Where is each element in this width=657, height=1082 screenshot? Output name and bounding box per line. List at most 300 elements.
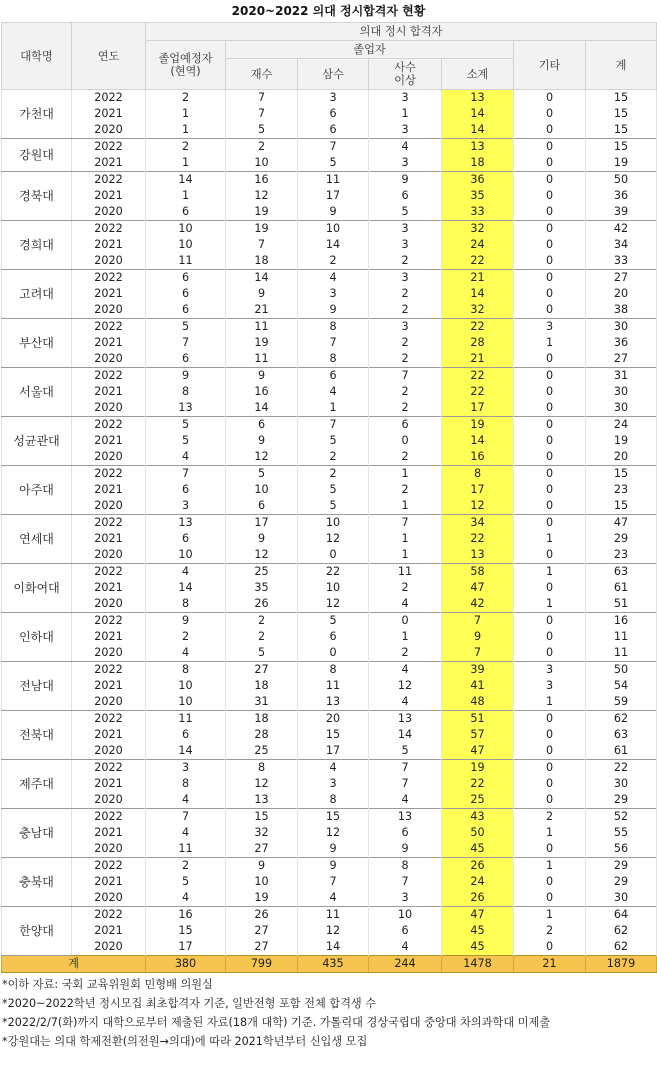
year-cell: 2020 [72,645,146,662]
year-cell: 2021 [72,629,146,645]
repeat2-cell: 6 [298,368,369,385]
year-cell: 2021 [72,825,146,841]
other-cell: 2 [514,923,586,939]
subtotal-cell: 14 [442,433,514,449]
other-cell: 0 [514,286,586,302]
year-cell: 2021 [72,384,146,400]
repeat1-cell: 19 [226,221,298,238]
repeat3plus-cell: 2 [369,580,442,596]
repeat3plus-cell: 2 [369,335,442,351]
year-cell: 2021 [72,335,146,351]
repeat1-cell: 12 [226,449,298,466]
university-name: 아주대 [2,466,72,515]
total-cell: 29 [586,531,657,547]
repeat3plus-cell: 1 [369,106,442,122]
total-cell: 34 [586,237,657,253]
year-cell: 2020 [72,743,146,760]
total-cell: 15 [586,106,657,122]
year-cell: 2022 [72,515,146,532]
other-cell: 0 [514,368,586,385]
repeat1-cell: 27 [226,939,298,956]
repeat2-cell: 7 [298,335,369,351]
table-row [2,678,657,694]
total-cell: 52 [586,809,657,826]
subtotal-cell: 47 [442,580,514,596]
subtotal-cell: 12 [442,498,514,515]
repeat1-cell: 28 [226,727,298,743]
repeat3plus-cell: 13 [369,809,442,826]
table-row [2,515,657,532]
year-cell: 2020 [72,596,146,613]
subtotal-cell: 24 [442,874,514,890]
current-cell: 6 [146,531,226,547]
repeat1-cell: 5 [226,645,298,662]
table-row [2,841,657,858]
subtotal-cell: 17 [442,400,514,417]
current-cell: 3 [146,498,226,515]
repeat2-cell: 12 [298,923,369,939]
table-row [2,106,657,122]
university-name: 전남대 [2,662,72,711]
repeat3plus-cell: 5 [369,743,442,760]
repeat3plus-cell: 6 [369,825,442,841]
other-cell: 0 [514,515,586,532]
repeat1-cell: 2 [226,613,298,630]
repeat3plus-cell: 2 [369,286,442,302]
repeat1-cell: 7 [226,90,298,107]
table-row [2,302,657,319]
university-name: 경희대 [2,221,72,270]
other-cell: 0 [514,417,586,434]
year-cell: 2022 [72,564,146,581]
other-cell: 0 [514,384,586,400]
table-row [2,711,657,728]
repeat3plus-cell: 0 [369,433,442,449]
repeat2-cell: 15 [298,809,369,826]
university-name: 경북대 [2,172,72,221]
year-cell: 2021 [72,580,146,596]
repeat2-cell: 8 [298,351,369,368]
year-cell: 2021 [72,727,146,743]
subtotal-cell: 13 [442,90,514,107]
year-cell: 2020 [72,939,146,956]
table-row [2,270,657,287]
footnote: *2022/2/7(화)까지 대학으로부터 제출된 자료(18개 대학) 기준. 가톨릭대 경상국립대 중앙대 차의과학대 미제출 [2,1016,551,1029]
subtotal-cell: 42 [442,596,514,613]
repeat2-cell: 22 [298,564,369,581]
other-cell: 0 [514,792,586,809]
year-cell: 2022 [72,417,146,434]
subtotal-cell: 33 [442,204,514,221]
current-cell: 6 [146,286,226,302]
other-cell: 0 [514,711,586,728]
repeat3plus-cell: 13 [369,711,442,728]
repeat3plus-cell: 1 [369,531,442,547]
repeat3plus-cell: 1 [369,498,442,515]
repeat3plus-cell: 6 [369,923,442,939]
table-row [2,188,657,204]
repeat2-cell: 11 [298,172,369,189]
table-row [2,629,657,645]
year-cell: 2020 [72,449,146,466]
total-repeat2: 435 [298,956,369,973]
header-repeat3plus: 사수 이상 [369,59,442,90]
repeat1-cell: 11 [226,319,298,336]
repeat1-cell: 19 [226,890,298,907]
repeat2-cell: 4 [298,270,369,287]
subtotal-cell: 7 [442,613,514,630]
subtotal-cell: 22 [442,776,514,792]
table-row [2,858,657,875]
total-cell: 19 [586,155,657,172]
header-other: 기타 [514,41,586,90]
table-row [2,286,657,302]
subtotal-cell: 9 [442,629,514,645]
total-cell: 36 [586,335,657,351]
table-row [2,613,657,630]
repeat1-cell: 27 [226,662,298,679]
table-row [2,890,657,907]
header-graduates: 졸업자 [226,41,514,59]
current-cell: 7 [146,809,226,826]
repeat1-cell: 5 [226,122,298,139]
subtotal-cell: 22 [442,368,514,385]
year-cell: 2021 [72,286,146,302]
other-cell: 0 [514,841,586,858]
subtotal-cell: 19 [442,417,514,434]
total-cell: 39 [586,204,657,221]
subtotal-cell: 48 [442,694,514,711]
repeat3plus-cell: 2 [369,482,442,498]
other-cell: 0 [514,351,586,368]
other-cell: 0 [514,645,586,662]
current-cell: 9 [146,613,226,630]
other-cell: 0 [514,188,586,204]
subtotal-cell: 14 [442,106,514,122]
current-cell: 15 [146,923,226,939]
repeat3plus-cell: 1 [369,547,442,564]
repeat1-cell: 25 [226,564,298,581]
table-row [2,498,657,515]
subtotal-cell: 22 [442,384,514,400]
repeat1-cell: 11 [226,351,298,368]
total-subtotal: 1478 [442,956,514,973]
subtotal-cell: 35 [442,188,514,204]
total-cell: 20 [586,449,657,466]
year-cell: 2020 [72,253,146,270]
current-cell: 2 [146,90,226,107]
year-cell: 2020 [72,890,146,907]
total-row [2,956,657,973]
repeat2-cell: 12 [298,531,369,547]
current-cell: 5 [146,417,226,434]
other-cell: 0 [514,776,586,792]
repeat1-cell: 6 [226,417,298,434]
repeat1-cell: 2 [226,629,298,645]
repeat2-cell: 7 [298,874,369,890]
subtotal-cell: 34 [442,515,514,532]
total-cell: 62 [586,711,657,728]
other-cell: 0 [514,302,586,319]
table-row [2,139,657,156]
repeat1-cell: 15 [226,809,298,826]
table-row [2,907,657,924]
current-cell: 11 [146,253,226,270]
repeat1-cell: 10 [226,482,298,498]
repeat2-cell: 0 [298,547,369,564]
table-row [2,237,657,253]
repeat1-cell: 12 [226,547,298,564]
other-cell: 0 [514,221,586,238]
other-cell: 0 [514,172,586,189]
total-cell: 64 [586,907,657,924]
subtotal-cell: 13 [442,139,514,156]
subtotal-cell: 22 [442,253,514,270]
repeat3plus-cell: 4 [369,939,442,956]
repeat1-cell: 25 [226,743,298,760]
year-cell: 2020 [72,400,146,417]
current-cell: 6 [146,482,226,498]
repeat3plus-cell: 3 [369,90,442,107]
current-cell: 5 [146,874,226,890]
repeat2-cell: 4 [298,760,369,777]
other-cell: 0 [514,122,586,139]
year-cell: 2022 [72,907,146,924]
current-cell: 7 [146,466,226,483]
current-cell: 8 [146,384,226,400]
table-row [2,368,657,385]
repeat2-cell: 20 [298,711,369,728]
current-cell: 4 [146,890,226,907]
university-name: 인하대 [2,613,72,662]
subtotal-cell: 19 [442,760,514,777]
table-row [2,596,657,613]
repeat1-cell: 10 [226,874,298,890]
current-cell: 13 [146,400,226,417]
total-cell: 15 [586,90,657,107]
total-cell: 15 [586,498,657,515]
total-cell: 30 [586,890,657,907]
current-cell: 13 [146,515,226,532]
total-cell: 22 [586,760,657,777]
repeat3plus-cell: 2 [369,400,442,417]
repeat1-cell: 12 [226,776,298,792]
total-current: 380 [146,956,226,973]
repeat1-cell: 17 [226,515,298,532]
year-cell: 2021 [72,678,146,694]
year-cell: 2022 [72,319,146,336]
other-cell: 0 [514,743,586,760]
repeat3plus-cell: 1 [369,466,442,483]
repeat2-cell: 10 [298,221,369,238]
university-name: 한양대 [2,907,72,956]
other-cell: 0 [514,400,586,417]
year-cell: 2022 [72,613,146,630]
subtotal-cell: 25 [442,792,514,809]
footnotes [0,975,657,1051]
repeat1-cell: 27 [226,841,298,858]
subtotal-cell: 32 [442,302,514,319]
current-cell: 1 [146,155,226,172]
other-cell: 0 [514,433,586,449]
repeat1-cell: 9 [226,858,298,875]
current-cell: 4 [146,449,226,466]
other-cell: 0 [514,449,586,466]
repeat1-cell: 16 [226,384,298,400]
other-cell: 1 [514,907,586,924]
subtotal-cell: 45 [442,939,514,956]
total-cell: 63 [586,727,657,743]
university-name: 연세대 [2,515,72,564]
table-row [2,172,657,189]
other-cell: 0 [514,890,586,907]
repeat3plus-cell: 1 [369,629,442,645]
repeat2-cell: 10 [298,580,369,596]
repeat3plus-cell: 9 [369,841,442,858]
subtotal-cell: 21 [442,270,514,287]
other-cell: 0 [514,482,586,498]
table-row [2,760,657,777]
other-cell: 0 [514,204,586,221]
repeat3plus-cell: 4 [369,139,442,156]
total-cell: 63 [586,564,657,581]
table-row [2,645,657,662]
current-cell: 6 [146,727,226,743]
repeat2-cell: 6 [298,106,369,122]
table-row [2,662,657,679]
table-row [2,335,657,351]
university-name: 충북대 [2,858,72,907]
subtotal-cell: 24 [442,237,514,253]
other-cell: 1 [514,564,586,581]
table-row [2,564,657,581]
total-cell: 23 [586,482,657,498]
header-total: 계 [586,41,657,90]
university-name: 고려대 [2,270,72,319]
subtotal-cell: 7 [442,645,514,662]
total-cell: 29 [586,874,657,890]
total-repeat3plus: 244 [369,956,442,973]
header-year: 연도 [72,23,146,90]
year-cell: 2020 [72,792,146,809]
year-cell: 2022 [72,90,146,107]
repeat3plus-cell: 2 [369,384,442,400]
university-name: 강원대 [2,139,72,172]
year-cell: 2021 [72,923,146,939]
total-cell: 55 [586,825,657,841]
year-cell: 2022 [72,270,146,287]
repeat2-cell: 14 [298,939,369,956]
table-row [2,939,657,956]
table-row [2,694,657,711]
year-cell: 2021 [72,188,146,204]
repeat3plus-cell: 6 [369,417,442,434]
repeat1-cell: 6 [226,498,298,515]
table-row [2,874,657,890]
other-cell: 1 [514,825,586,841]
other-cell: 0 [514,547,586,564]
total-cell: 61 [586,580,657,596]
table-row [2,580,657,596]
university-name: 전북대 [2,711,72,760]
repeat1-cell: 16 [226,172,298,189]
current-cell: 2 [146,139,226,156]
footnote: *2020~2022학년 정시모집 최초합격자 기준, 일반전형 포함 전체 합격생 수 [2,997,377,1010]
current-cell: 8 [146,662,226,679]
other-cell: 1 [514,531,586,547]
repeat1-cell: 7 [226,237,298,253]
total-cell: 19 [586,433,657,449]
repeat2-cell: 9 [298,302,369,319]
repeat2-cell: 17 [298,743,369,760]
repeat2-cell: 5 [298,613,369,630]
repeat2-cell: 9 [298,841,369,858]
repeat3plus-cell: 10 [369,907,442,924]
repeat3plus-cell: 7 [369,515,442,532]
repeat1-cell: 26 [226,907,298,924]
repeat2-cell: 9 [298,204,369,221]
total-cell: 11 [586,645,657,662]
table-row [2,400,657,417]
total-cell: 30 [586,384,657,400]
repeat3plus-cell: 7 [369,760,442,777]
total-cell: 15 [586,466,657,483]
total-cell: 47 [586,515,657,532]
repeat2-cell: 5 [298,155,369,172]
table-row [2,221,657,238]
header-repeat2: 삼수 [298,59,369,90]
repeat3plus-cell: 3 [369,890,442,907]
repeat1-cell: 9 [226,531,298,547]
other-cell: 0 [514,253,586,270]
repeat1-cell: 31 [226,694,298,711]
other-cell: 0 [514,727,586,743]
header-repeat1: 재수 [226,59,298,90]
year-cell: 2020 [72,204,146,221]
year-cell: 2020 [72,351,146,368]
total-label: 계 [2,956,146,973]
repeat1-cell: 12 [226,188,298,204]
current-cell: 17 [146,939,226,956]
repeat2-cell: 5 [298,433,369,449]
subtotal-cell: 16 [442,449,514,466]
table-row [2,482,657,498]
repeat3plus-cell: 2 [369,253,442,270]
repeat3plus-cell: 2 [369,449,442,466]
total-cell: 30 [586,776,657,792]
repeat1-cell: 8 [226,760,298,777]
current-cell: 5 [146,319,226,336]
other-cell: 0 [514,629,586,645]
footnote: *이하 자료: 국회 교육위원회 민형배 의원실 [2,978,213,991]
table-row [2,547,657,564]
repeat3plus-cell: 3 [369,155,442,172]
repeat2-cell: 11 [298,678,369,694]
subtotal-cell: 58 [442,564,514,581]
total-cell: 15 [586,139,657,156]
subtotal-cell: 45 [442,923,514,939]
current-cell: 10 [146,678,226,694]
table-row [2,743,657,760]
university-name: 제주대 [2,760,72,809]
table-row [2,923,657,939]
repeat1-cell: 18 [226,678,298,694]
repeat1-cell: 19 [226,335,298,351]
repeat3plus-cell: 4 [369,694,442,711]
current-cell: 11 [146,711,226,728]
current-cell: 6 [146,351,226,368]
current-cell: 1 [146,188,226,204]
